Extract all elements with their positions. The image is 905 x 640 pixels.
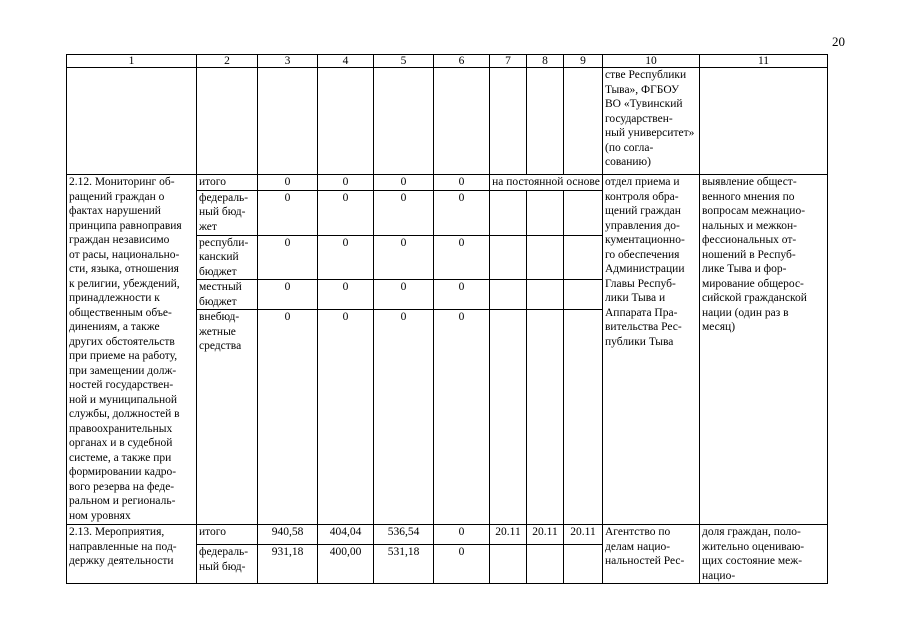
col-header-3: 3 (258, 55, 318, 68)
funding-source: республи- канский бюджет (197, 235, 258, 280)
funding-source: внебюд- жетные средства (197, 310, 258, 525)
funding-source: итого (197, 175, 258, 191)
cell-value: 531,18 (374, 545, 434, 584)
cell-value: 0 (318, 190, 374, 235)
program-table (66, 54, 828, 584)
col-header-7: 7 (490, 55, 527, 68)
cell-value: 404,04 (318, 525, 374, 545)
col-header-4: 4 (318, 55, 374, 68)
cell-value: 0 (258, 190, 318, 235)
col-header-10: 10 (603, 55, 700, 68)
cell-value: 0 (434, 545, 490, 584)
col-header-6: 6 (434, 55, 490, 68)
cell-value: 536,54 (374, 525, 434, 545)
cell-value: 0 (258, 175, 318, 191)
item-2-12-result: выявление общест- венного мнения по вопросам межнацио- нальных и межкон- фессиональных от- ношений в Респуб- лике Тыва и фор- мирование общерос- сийской гражданской нации (один раз в месяц) (700, 175, 828, 525)
cell-value: 0 (374, 310, 434, 525)
header-row (67, 55, 828, 68)
cell-value: 0 (434, 310, 490, 525)
cell-value: 0 (434, 280, 490, 310)
item-2-13-result: доля граждан, поло- жительно оцениваю- щих состояние меж- нацио- (700, 525, 828, 584)
table-row (67, 525, 828, 545)
cell-value: 0 (318, 310, 374, 525)
item-2-13-executor: Агентство по делам нацио- нальностей Рес- (603, 525, 700, 584)
deadline: на постоянной основе (490, 175, 603, 191)
cell-value (527, 545, 564, 584)
cell-value: 0 (374, 235, 434, 280)
cell-value: 20.11 (527, 525, 564, 545)
funding-source: федераль- ный бюд- (197, 545, 258, 584)
cell-value: 0 (258, 310, 318, 525)
cell-value: 400,00 (318, 545, 374, 584)
cell-value: 0 (434, 175, 490, 191)
funding-source: федераль- ный бюд- жет (197, 190, 258, 235)
cell-value: 940,58 (258, 525, 318, 545)
cell-value: 20.11 (490, 525, 527, 545)
item-2-13-title: 2.13. Мероприятия, направленные на под- держку деятельности (67, 525, 197, 584)
item-2-12-title: 2.12. Мониторинг об- ращений граждан о фактах нарушений принципа равноправия граждан независимо от расы, национально- сти, языка, отношения к религии, убеждений, принадлежности к общественным объе- динениям, а также других обстоятельств при приеме на работу, при замещении долж- ностей государствен- ной и муниципальной службы, должностей в правоохранительных органах и в судебной системе, а также при формировании кадро- вого резерва на феде- ральном и региональ- ном уровнях (67, 175, 197, 525)
page-number: 20 (832, 34, 845, 49)
cell-value (564, 545, 603, 584)
col-header-8: 8 (527, 55, 564, 68)
col-header-11: 11 (700, 55, 828, 68)
cell-value: 0 (258, 235, 318, 280)
col-header-5: 5 (374, 55, 434, 68)
table-row (67, 175, 828, 191)
cell-value: 0 (318, 175, 374, 191)
item-2-12-executor: отдел приема и контроля обра- щений граждан управления до- кументационно- го обеспечения Администрации Главы Респуб- лики Тыва и Аппарата Пра- вительства Рес- публики Тыва (603, 175, 700, 525)
cell-value: 0 (318, 280, 374, 310)
funding-source: местный бюджет (197, 280, 258, 310)
continuation-row (67, 68, 828, 175)
cell-value: 0 (434, 235, 490, 280)
executor-continuation: стве Республики Тыва», ФГБОУ ВО «Тувинский государствен- ный университет» (по согла- сованию) (603, 68, 700, 175)
cell-value (490, 545, 527, 584)
col-header-2: 2 (197, 55, 258, 68)
cell-value: 0 (374, 190, 434, 235)
cell-value: 0 (374, 280, 434, 310)
col-header-1: 1 (67, 55, 197, 68)
cell-value: 0 (318, 235, 374, 280)
col-header-9: 9 (564, 55, 603, 68)
cell-value: 0 (374, 175, 434, 191)
cell-value: 0 (434, 190, 490, 235)
cell-value: 931,18 (258, 545, 318, 584)
cell-value: 0 (258, 280, 318, 310)
funding-source: итого (197, 525, 258, 545)
cell-value: 0 (434, 525, 490, 545)
cell-value: 20.11 (564, 525, 603, 545)
